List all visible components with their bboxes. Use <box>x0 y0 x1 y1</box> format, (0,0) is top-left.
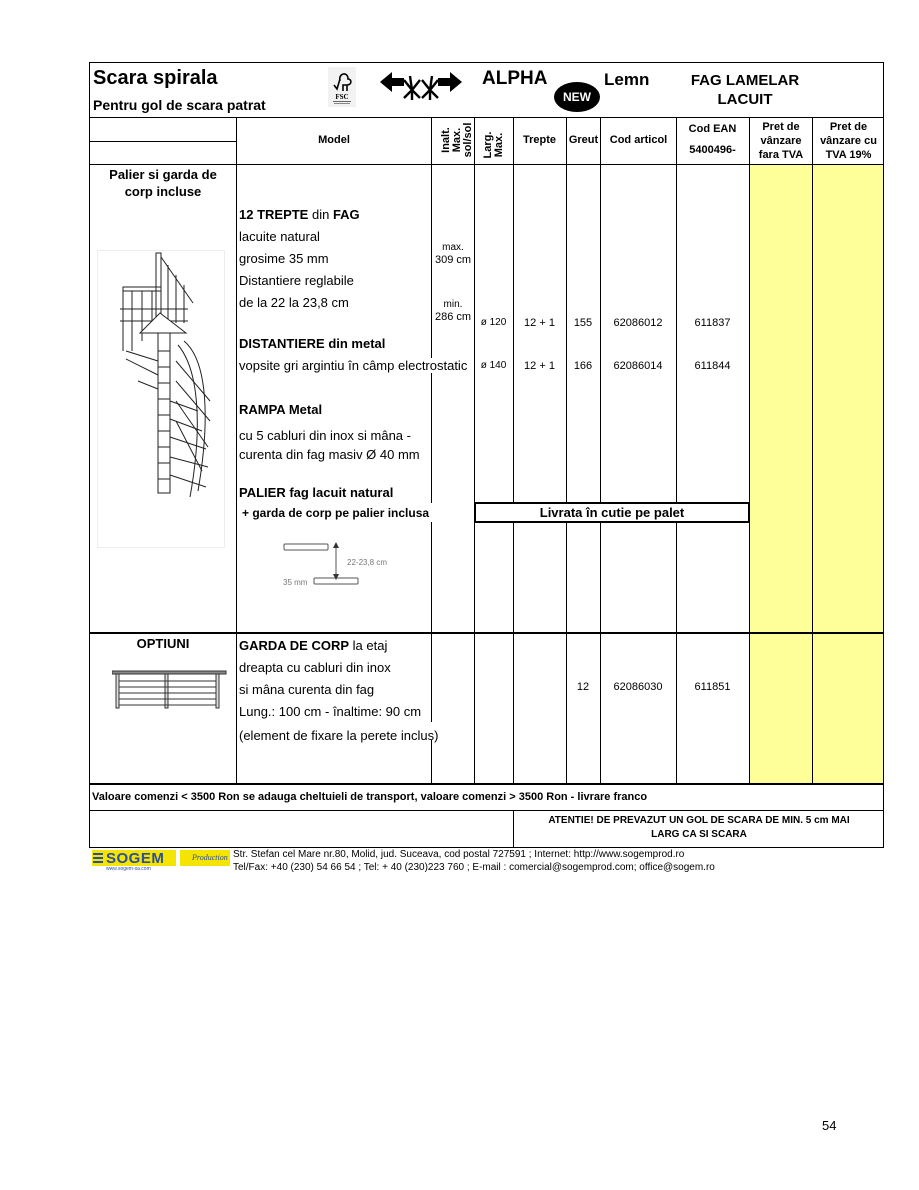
options-greut: 12 <box>576 681 590 693</box>
options-line: si mâna curenta din fag <box>239 682 375 697</box>
options-line-title <box>239 635 449 657</box>
desc-line: curenta din fag masiv Ø 40 mm <box>239 447 420 462</box>
row2-cod-ean: 611844 <box>694 360 731 372</box>
height-min <box>432 298 474 324</box>
sogem-stripes-icon <box>92 852 104 864</box>
options-section-label: OPTIUNI <box>136 636 190 651</box>
grid-line <box>812 117 813 784</box>
step-spacing-diagram <box>280 540 410 590</box>
column-header-greut: Greut <box>568 134 599 146</box>
production-tag-text: Production <box>192 853 228 862</box>
delivery-note <box>474 502 750 523</box>
warning-note <box>514 814 884 842</box>
column-header-inalt <box>440 115 474 165</box>
column-header-cod-ean <box>676 123 749 156</box>
material-label: Lemn <box>604 70 650 89</box>
spiral-stair-drawing <box>97 250 225 548</box>
sogem-logo-mark <box>92 850 176 866</box>
main-description <box>239 204 439 314</box>
row1-cod-articol: 62086012 <box>613 317 663 329</box>
finish-line-2: LACUIT <box>717 91 773 108</box>
grid-line <box>513 117 514 784</box>
grid-line <box>431 373 432 503</box>
left-header-divider <box>89 141 236 142</box>
row1-greut: 155 <box>573 317 593 329</box>
desc-rampa <box>239 426 420 464</box>
company-address: Str. Stefan cel Mare nr.80, Molid, jud. Suceava, cod postal 727591 ; Internet: http://www.sogemprod.ro <box>233 849 685 860</box>
pret-fara-line-1: Pret de <box>762 121 800 133</box>
inalt-line-1: Inalt. <box>440 127 452 153</box>
height-min-label: min. <box>443 299 463 310</box>
footer-divider <box>89 783 884 785</box>
pret-cu-line-1: Pret de <box>829 121 868 133</box>
options-description <box>239 635 449 747</box>
main-label-line-2: corp incluse <box>124 184 202 199</box>
page-title: Scara spirala <box>93 67 218 89</box>
header-divider <box>89 117 884 118</box>
row2-greut: 166 <box>573 360 593 372</box>
height-max-value: 309 cm <box>434 254 472 266</box>
column-header-cod-articol: Cod articol <box>609 134 668 146</box>
warning-line-2: LARG CA SI SCARA <box>651 829 747 840</box>
main-section-label <box>90 166 236 200</box>
options-title-suffix: la etaj <box>349 638 388 653</box>
column-header-trepte: Trepte <box>522 134 556 146</box>
options-title: GARDA DE CORP <box>239 638 350 653</box>
pret-fara-line-3: fara TVA <box>758 149 804 161</box>
desc-line-distantiere: vopsite gri argintiu în câmp electrostatic <box>239 358 468 373</box>
grid-line <box>474 117 475 784</box>
main-label-line-1: Palier si garda de <box>109 167 217 182</box>
desc-steps-material: FAG <box>332 207 360 222</box>
height-max <box>432 241 474 267</box>
inalt-line-3: sol/sol <box>462 122 474 158</box>
desc-heading-distantiere: DISTANTIERE din metal <box>239 336 386 351</box>
column-header-model: Model <box>318 134 350 146</box>
desc-line: lacuite natural <box>239 229 320 244</box>
fsc-logo-icon <box>328 67 356 107</box>
desc-line-palier: + garda de corp pe palier inclusa <box>242 506 430 520</box>
model-name: ALPHA <box>482 68 548 89</box>
options-line: (element de fixare la perete inclus) <box>239 728 439 743</box>
desc-line: grosime 35 mm <box>239 251 329 266</box>
diagram-dimension: 22-23,8 cm <box>347 558 388 567</box>
grid-line <box>431 117 432 164</box>
desc-line: cu 5 cabluri din inox si mâna - <box>239 428 411 443</box>
company-contact: Tel/Fax: +40 (230) 54 66 54 ; Tel: + 40 (230)223 760 ; E-mail : comercial@sogemprod.com; office@sogem.ro <box>233 862 715 873</box>
row2-larg: ø 140 <box>480 360 507 371</box>
inalt-line-2: Max. <box>451 127 463 153</box>
grid-line <box>749 117 750 784</box>
pret-cu-line-3: TVA 19% <box>825 149 872 161</box>
height-min-value: 286 cm <box>434 311 472 323</box>
desc-steps-din: din <box>308 207 333 222</box>
finish-label <box>670 71 820 109</box>
desc-line: de la 22 la 23,8 cm <box>239 295 349 310</box>
finish-line-1: FAG LAMELAR <box>690 72 800 89</box>
pret-cu-line-2: vânzare cu <box>820 135 877 147</box>
row1-cod-ean: 611837 <box>694 317 731 329</box>
row1-larg: ø 120 <box>480 317 507 328</box>
ean-prefix: 5400496- <box>689 144 736 156</box>
grid-line <box>431 522 432 632</box>
pret-fara-line-2: vânzare <box>760 135 802 147</box>
row2-trepte: 12 + 1 <box>524 360 555 372</box>
section-divider <box>89 632 884 634</box>
column-header-larg <box>483 125 505 165</box>
column-header-pret-fara-tva <box>749 120 813 162</box>
desc-line-steps <box>239 204 439 226</box>
page-subtitle: Pentru gol de scara patrat <box>93 97 266 113</box>
warning-line-1: ATENTIE! DE PREVAZUT UN GOL DE SCARA DE MIN. 5 cm MAI <box>548 815 850 826</box>
options-line: Lung.: 100 cm - înaltime: 90 cm <box>239 704 422 719</box>
row2-cod-articol: 62086014 <box>613 360 663 372</box>
larg-line-2: Max. <box>493 132 505 158</box>
options-line: dreapta cu cabluri din inox <box>239 660 391 675</box>
options-cod-articol: 62086030 <box>613 681 663 693</box>
svg-text:FSC: FSC <box>335 93 349 101</box>
desc-line: Distantiere reglabile <box>239 273 354 288</box>
delivery-note-text: Livrata în cutie pe palet <box>539 505 685 520</box>
height-max-label: max. <box>442 242 464 253</box>
desc-steps-count: 12 TREPTE <box>239 207 309 222</box>
sogem-logo-text: SOGEM <box>106 849 165 867</box>
column-header-pret-cu-tva <box>813 120 884 162</box>
transport-note: Valoare comenzi < 3500 Ron se adauga cheltuieli de transport, valoare comenzi > 3500 Ron - livrare franco <box>92 791 648 803</box>
footer-inner-divider <box>89 810 884 811</box>
cod-ean-label: Cod EAN <box>688 123 737 135</box>
page-number: 54 <box>822 1118 837 1133</box>
new-badge-label: NEW <box>563 90 591 104</box>
sogem-production-tag <box>180 850 230 866</box>
row1-trepte: 12 + 1 <box>524 317 555 329</box>
desc-heading-rampa: RAMPA Metal <box>239 402 323 417</box>
grid-line <box>236 117 237 784</box>
sogem-url: www.sogem-sa.com <box>106 866 151 872</box>
diagram-thickness: 35 mm <box>283 578 308 587</box>
desc-heading-palier: PALIER fag lacuit natural <box>239 485 394 500</box>
tread-direction-icon <box>380 70 462 102</box>
railing-drawing <box>112 670 227 710</box>
new-badge <box>554 82 600 112</box>
sogem-logo <box>92 850 232 870</box>
larg-line-1: Larg. <box>482 131 494 159</box>
options-cod-ean: 611851 <box>694 681 731 693</box>
